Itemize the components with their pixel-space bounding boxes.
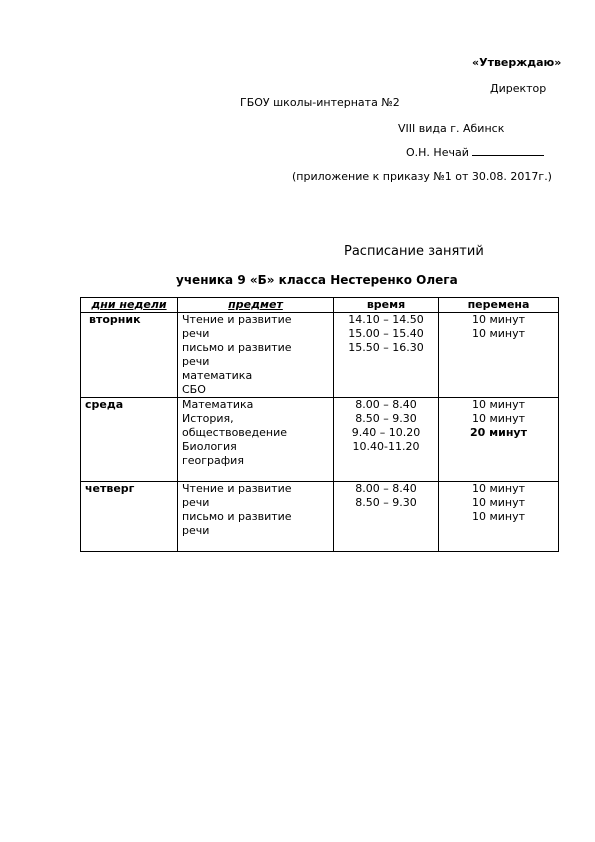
break-line: 10 минут: [471, 398, 526, 411]
breaks-cell: [439, 313, 559, 398]
time-line: 9.40 – 10.20: [351, 426, 421, 439]
time-line: 14.10 – 14.50: [348, 313, 424, 326]
breaks-cell: [439, 482, 559, 552]
header-break: перемена: [439, 298, 559, 313]
break-line: 10 минут: [471, 510, 526, 523]
subject-line: Чтение и развитие: [182, 313, 292, 326]
break-line: 10 минут: [471, 313, 526, 326]
subjects-cell: [178, 313, 334, 398]
subject-line: СБО: [182, 383, 206, 396]
approval-attachment-note: (приложение к приказу №1 от 30.08. 2017г.): [292, 170, 552, 183]
time-line: 8.50 – 9.30: [355, 496, 417, 509]
time-line: 8.00 – 8.40: [355, 482, 417, 495]
subject-line: Биология: [182, 440, 237, 453]
header-days: дни недели: [81, 298, 178, 313]
time-line: 8.50 – 9.30: [355, 412, 417, 425]
approval-director: Директор: [490, 82, 547, 95]
table-row: [81, 313, 559, 398]
subject-line: география: [182, 454, 244, 467]
times-cell: [334, 482, 439, 552]
subject-line: речи: [182, 524, 210, 537]
time-line: 15.00 – 15.40: [348, 327, 424, 340]
approval-signature-block: [406, 146, 544, 159]
day-cell: четверг: [81, 482, 178, 552]
subject-line: Математика: [182, 398, 254, 411]
subjects-cell: [178, 398, 334, 482]
day-cell: вторник: [81, 313, 178, 398]
day-cell: среда: [81, 398, 178, 482]
time-line: 8.00 – 8.40: [355, 398, 417, 411]
approval-heading: «Утверждаю»: [472, 56, 562, 69]
table-header-row: [81, 298, 559, 313]
break-line: 10 минут: [471, 496, 526, 509]
approval-school: ГБОУ школы-интерната №2: [240, 96, 400, 109]
table-row: [81, 482, 559, 552]
breaks-cell: [439, 398, 559, 482]
subject-line: обществоведение: [182, 426, 288, 439]
subject-line: История,: [182, 412, 234, 425]
subject-line: речи: [182, 496, 210, 509]
subject-line: речи: [182, 355, 210, 368]
document-subtitle: ученика 9 «Б» класса Нестеренко Олега: [176, 273, 458, 287]
times-cell: [334, 398, 439, 482]
break-line: 10 минут: [471, 327, 526, 340]
break-line: 10 минут: [471, 412, 526, 425]
subject-line: речи: [182, 327, 210, 340]
header-subject: предмет: [178, 298, 334, 313]
time-line: 15.50 – 16.30: [348, 341, 424, 354]
document-title: Расписание занятий: [344, 244, 484, 259]
subject-line: письмо и развитие: [182, 341, 292, 354]
table-row: [81, 398, 559, 482]
time-line: 10.40-11.20: [352, 440, 420, 453]
approval-signer: О.Н. Нечай: [406, 146, 469, 159]
times-cell: [334, 313, 439, 398]
approval-school-kind: VIII вида г. Абинск: [398, 122, 505, 135]
subject-line: Чтение и развитие: [182, 482, 292, 495]
break-line: 10 минут: [471, 482, 526, 495]
subject-line: математика: [182, 369, 253, 382]
subjects-cell: [178, 482, 334, 552]
signature-line: [472, 146, 544, 156]
schedule-table: [80, 297, 559, 552]
header-time: время: [334, 298, 439, 313]
break-line-long: 20 минут: [470, 426, 527, 439]
subject-line: письмо и развитие: [182, 510, 292, 523]
